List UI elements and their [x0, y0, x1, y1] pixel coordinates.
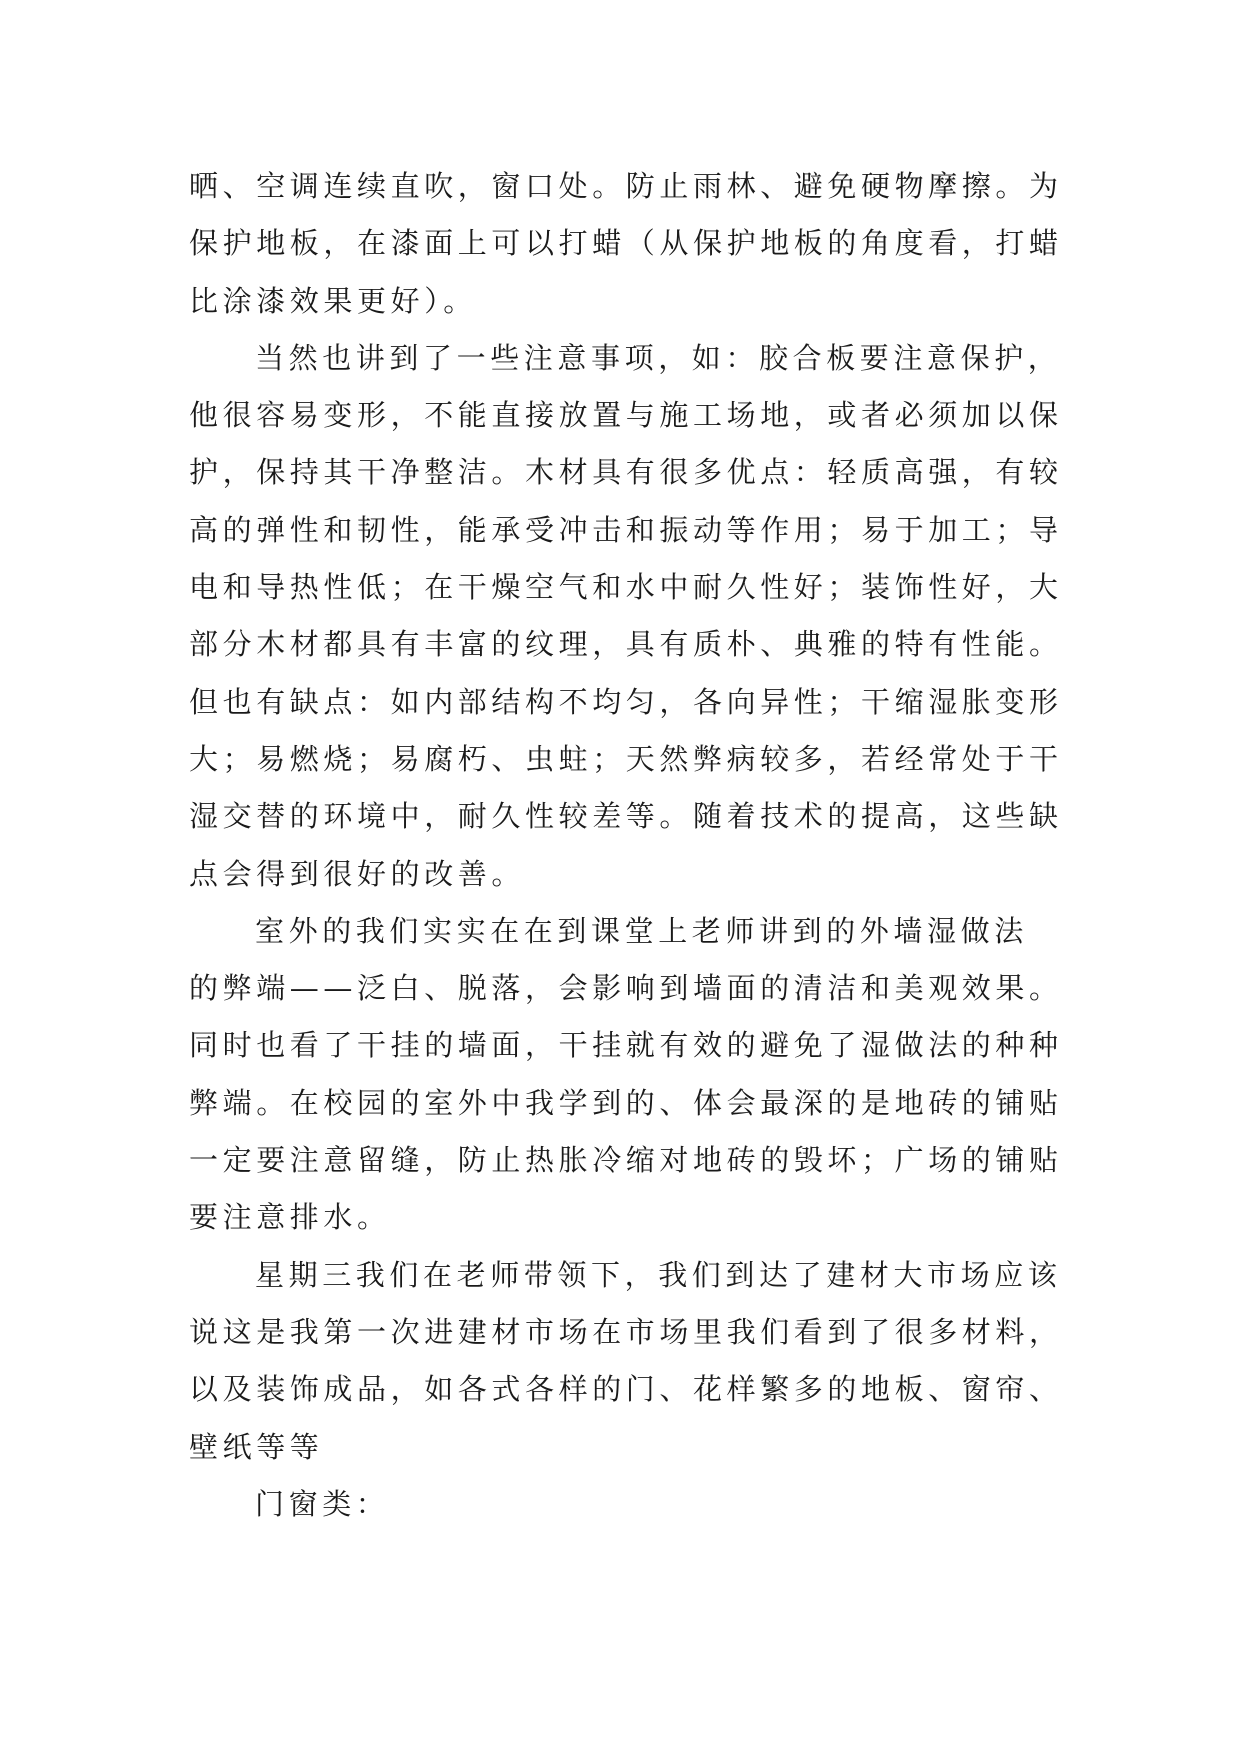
text-line: 高的弹性和韧性，能承受冲击和振动等作用；易于加工；导 — [189, 512, 1063, 547]
text-line: 说这是我第一次进建材市场在市场里我们看到了很多材料， — [189, 1314, 1063, 1349]
text-line: 晒、空调连续直吹，窗口处。防止雨林、避免硬物摩擦。为 — [189, 169, 1063, 203]
paragraph-first-line: 门窗类： — [255, 1486, 390, 1521]
text-line: 要注意排水。 — [189, 1200, 391, 1235]
paragraph-first-line: 室外的我们实实在在到课堂上老师讲到的外墙湿做法 — [255, 913, 1028, 948]
text-line: 大；易燃烧；易腐朽、虫蛀；天然弊病较多，若经常处于干 — [189, 741, 1063, 776]
text-line: 比涂漆效果更好）。 — [189, 283, 477, 318]
text-line: 的弊端——泛白、脱落，会影响到墙面的清洁和美观效果。 — [189, 971, 1063, 1006]
text-line: 护，保持其干净整洁。木材具有很多优点：轻质高强，有较 — [189, 455, 1063, 490]
text-line: 部分木材都具有丰富的纹理，具有质朴、典雅的特有性能。 — [189, 627, 1063, 662]
document-body — [189, 158, 1063, 1533]
paragraph-first-line: 星期三我们在老师带领下，我们到达了建材大市场应该 — [255, 1257, 1062, 1292]
text-line: 一定要注意留缝，防止热胀冷缩对地砖的毁坏；广场的铺贴 — [189, 1143, 1063, 1178]
text-line: 但也有缺点：如内部结构不均匀，各向异性；干缩湿胀变形 — [189, 684, 1063, 719]
text-line: 同时也看了干挂的墙面，干挂就有效的避免了湿做法的种种 — [189, 1028, 1063, 1063]
text-line: 湿交替的环境中，耐久性较差等。随着技术的提高，这些缺 — [189, 799, 1063, 834]
text-line: 以及装饰成品，如各式各样的门、花样繁多的地板、窗帘、 — [189, 1372, 1063, 1407]
text-line: 他很容易变形，不能直接放置与施工场地，或者必须加以保 — [189, 398, 1063, 433]
text-line: 点会得到很好的改善。 — [189, 856, 526, 891]
text-line: 电和导热性低；在干燥空气和水中耐久性好；装饰性好，大 — [189, 570, 1063, 605]
text-line: 壁纸等等 — [189, 1429, 324, 1464]
text-line: 弊端。在校园的室外中我学到的、体会最深的是地砖的铺贴 — [189, 1085, 1063, 1120]
paragraph-first-line: 当然也讲到了一些注意事项，如：胶合板要注意保护， — [255, 340, 1062, 375]
text-line: 保护地板，在漆面上可以打蜡（从保护地板的角度看，打蜡 — [189, 226, 1063, 261]
